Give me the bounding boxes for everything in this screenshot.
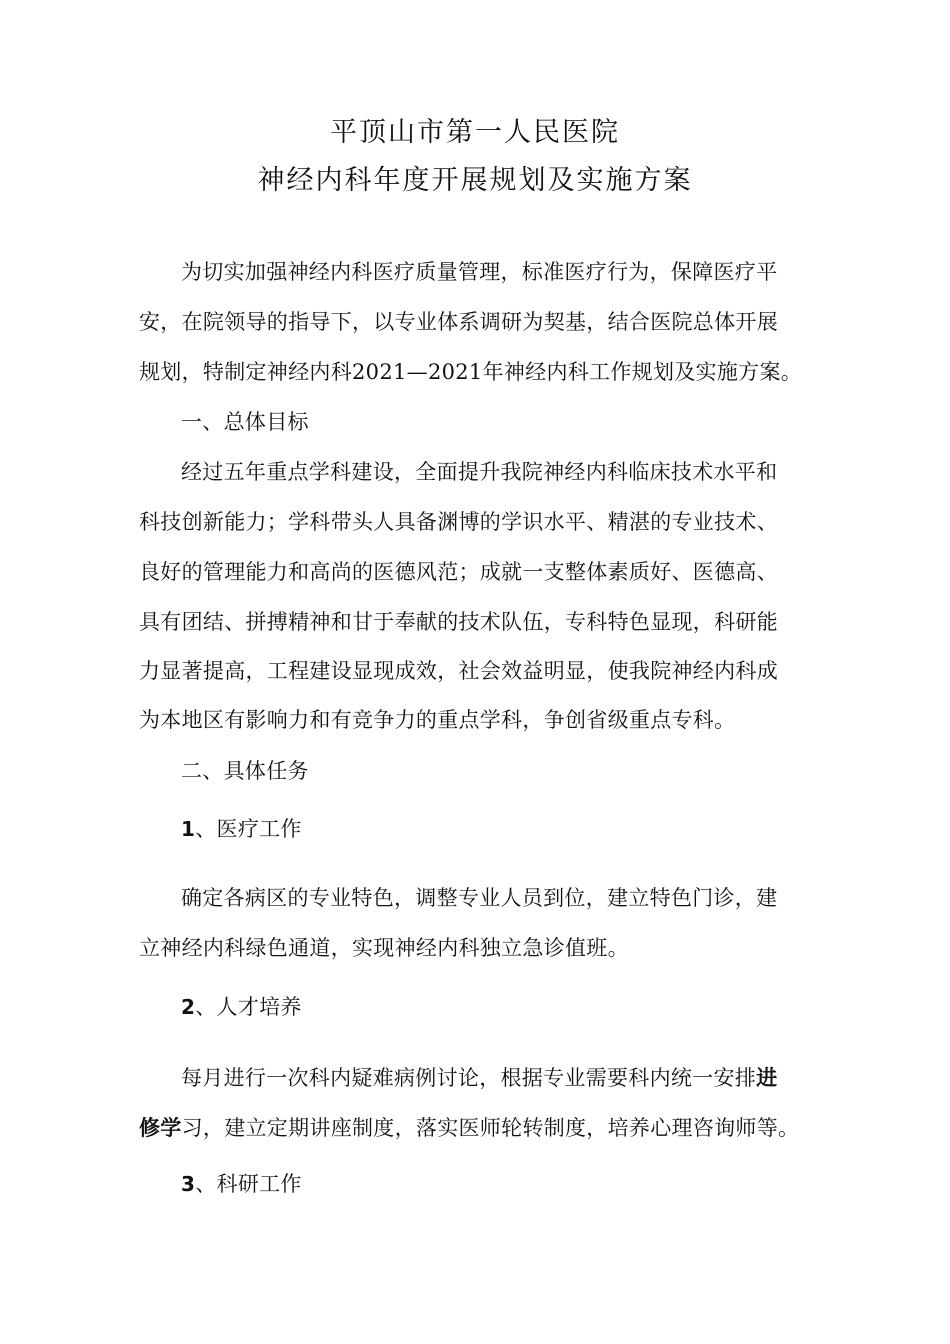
sub1-line: 立神经内科绿色通道，实现神经内科独立急诊值班。: [139, 936, 629, 960]
section1-line: 良好的管理能力和高尚的医德风范；成就一支整体素质好、医德高、: [139, 560, 778, 584]
document-title-plan: 神经内科年度开展规划及实施方案: [257, 165, 693, 196]
intro-line: 为切实加强神经内科医疗质量管理，标准医疗行为，保障医疗平: [181, 260, 778, 284]
section1-line: 科技创新能力；学科带头人具备渊博的学识水平、精湛的专业技术、: [139, 510, 778, 534]
subsection-title: 、人才培养: [195, 995, 302, 1019]
subsection-title: 、医疗工作: [195, 817, 302, 841]
intro-line: 规划，特制定神经内科2021—2021年神经内科工作规划及实施方案。: [139, 360, 803, 384]
sub2-bold-text: 修学: [139, 1116, 182, 1140]
sub1-line: 确定各病区的专业特色，调整专业人员到位，建立特色门诊，建: [181, 886, 778, 910]
subsection-number: 3: [181, 1172, 196, 1196]
subsection-heading-research-work: [181, 1170, 861, 1198]
sub2-text: 每月进行一次科内疑难病例讨论，根据专业需要科内统一安排: [181, 1066, 757, 1090]
section1-line: 为本地区有影响力和有竞争力的重点学科，争创省级重点专科。: [139, 708, 736, 732]
subsection-number: 2: [181, 995, 196, 1019]
section1-line: 力显著提高，工程建设显现成效，社会效益明显，使我院神经内科成: [139, 659, 778, 683]
section1-line: 具有团结、拼搏精神和甘于奉献的技术队伍，专科特色显现，科研能: [139, 610, 778, 634]
sub2-line: [139, 1114, 819, 1142]
sub2-line: [181, 1064, 861, 1092]
section1-line: 经过五年重点学科建设，全面提升我院神经内科临床技术水平和: [181, 460, 778, 484]
subsection-number: 1: [181, 817, 196, 841]
section-heading-specific-tasks: 二、具体任务: [181, 759, 309, 783]
subsection-heading-talent-training: [181, 993, 861, 1021]
section-heading-overall-goals: 一、总体目标: [181, 410, 309, 434]
subsection-title: 、科研工作: [195, 1172, 302, 1196]
sub2-bold-text: 进: [756, 1066, 778, 1090]
intro-line: 安，在院领导的指导下，以专业体系调研为契基，结合医院总体开展: [139, 310, 778, 334]
subsection-heading-medical-work: [181, 815, 861, 843]
document-title-hospital: 平顶山市第一人民医院: [330, 117, 620, 148]
sub2-text: 习，建立定期讲座制度，落实医师轮转制度，培养心理咨询师等。: [181, 1116, 800, 1140]
